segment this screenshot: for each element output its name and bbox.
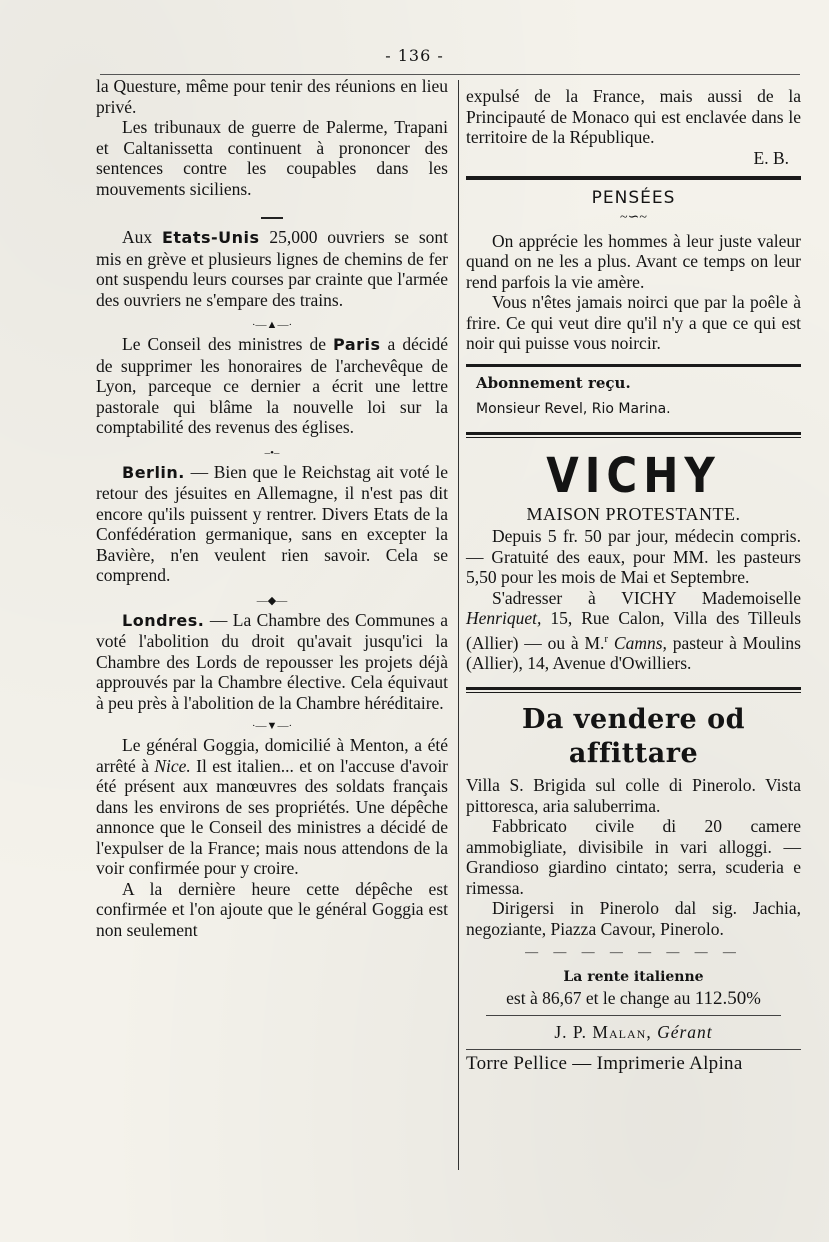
rente-text: est à 86,67 et le change au — [506, 987, 691, 1008]
section-rule — [466, 176, 801, 180]
item-heading: Londres. — [122, 610, 205, 630]
section-rule — [466, 432, 801, 438]
gerant-line — [466, 1022, 801, 1043]
news-item-londres — [96, 610, 448, 714]
item-place: Nice. — [154, 755, 191, 776]
item-body: Il est italien... et on l'accuse d'avoir été présent aux manœuvres des soldats français dans les environs de ses propriétés. Une dépêche annonce que le Conseil des ministres a décidé de l'expulser de la France; mais nous attendons de la voir confirmée pour y croire. — [96, 755, 449, 878]
abonnement-heading: Abonnement reçu. — [476, 373, 631, 392]
news-item-goggia — [96, 735, 448, 879]
article-paragraph: la Questure, même pour tenir des réunions en lieu privé. — [96, 76, 448, 117]
right-column — [466, 86, 801, 1074]
vichy-ad-subtitle: MAISON PROTESTANTE. — [526, 503, 741, 524]
section-rule — [466, 687, 801, 693]
abonnement-subscriber: Monsieur Revel, Rio Marina. — [476, 401, 671, 417]
gerant-role: Gérant — [657, 1022, 713, 1043]
ad-contact-name: Henriquet, — [466, 608, 542, 628]
section-ornament: ·—▲—· — [251, 319, 293, 331]
vichy-ad-contact — [466, 588, 801, 674]
sale-ad-text: Villa S. Brigida sul colle di Pinerolo. Vista pittoresca, aria saluberrima. — [466, 775, 801, 816]
news-item-berlin — [96, 462, 448, 586]
article-paragraph: Les tribunaux de guerre de Palerme, Trapani et Caltanissetta continuent à prononcer des sentences contre les coupables dans les mouvements siciliens. — [96, 117, 448, 199]
item-lead: Le Conseil des ministres de — [122, 334, 327, 354]
item-heading: Berlin. — [122, 462, 185, 482]
pensee: On apprécie les hommes à leur juste valeur quand on ne les a plus. Avant ce temps on leur rend parfois la vie amère. — [466, 230, 801, 292]
decorative-flourish: ~∽~ — [620, 209, 647, 225]
item-lead: Aux — [122, 227, 153, 247]
rente-change-value: 112.50 — [694, 987, 747, 1009]
sale-ad-text: Fabbricato civile di 20 camere ammobigliate, divisibile in vari alloggi. — Grandioso giardino cintato; serra, scuderia e rimessa. — [466, 816, 801, 898]
section-rule: — — — — — — — — — [525, 944, 742, 960]
left-column — [96, 76, 448, 940]
item-body: Le général Goggia, domicilié à Menton, a été arrêté à — [96, 735, 448, 776]
article-paragraph: expulsé de la France, mais aussi de la Principauté de Monaco qui est enclavée dans le territoire de la République. — [466, 86, 801, 147]
ad-text: 15, Rue Calon, Villa des Tilleuls (Allier) — ou à M. — [466, 608, 802, 653]
sale-ad-title: Da vendere od affittare — [521, 704, 746, 770]
gerant-name: J. P. Malan, — [554, 1022, 652, 1043]
item-body: 25,000 ouvriers se sont mis en grève et plusieurs lignes de chemins de fer ont suspendu leurs courses par crainte que l'armée des ouvriers ne s'empare des trains. — [96, 227, 448, 310]
rente-heading: La rente italienne — [563, 969, 704, 986]
vichy-ad-text: Depuis 5 fr. 50 par jour, médecin compris. — Gratuité des eaux, pour MM. les pasteurs 5,50 pour les mois de Mai et Septembre. — [466, 526, 801, 587]
news-item-etats-unis — [96, 227, 448, 310]
pensees-heading: PENSÉES — [591, 188, 676, 208]
header-rule — [100, 74, 800, 75]
pensee: Vous n'êtes jamais noirci que par la poêle à frire. Ce qui veut dire qu'il n'y a que ce qui est noir qui puisse vous noircir. — [466, 292, 801, 353]
section-rule — [486, 1015, 781, 1016]
ad-text: S'adresser à VICHY Mademoiselle — [492, 587, 801, 608]
section-rule — [466, 364, 801, 367]
item-body: — Bien que le Reichstag ait voté le retour des jésuites en Allemagne, il n'est pas dit encore qu'ils puissent y rentrer. Divers Etats de la Confédération germanique, sans en excepter la Bavière, n'en veulent rien savoir. Cela se comprend. — [96, 461, 449, 585]
ad-text: pasteur à Moulins (Allier), 14, Avenue d'Owilliers. — [466, 632, 801, 673]
rente-unit: % — [746, 987, 761, 1008]
item-body: a décidé de supprimer les honoraires de l'archevêque de Lyon, parceque ce dernier a écrit une lettre pastorale qui blâme la nouvelle loi sur la comptabilité des revenus des églises. — [96, 334, 448, 437]
article-paragraph: A la dernière heure cette dépêche est confirmée et l'on ajoute que le général Goggia est non seulement — [96, 878, 448, 940]
section-ornament: –•– — [264, 446, 280, 459]
section-ornament — [96, 211, 448, 225]
ad-superscript: r — [604, 632, 609, 645]
printer-imprint: Torre Pellice — Imprimerie Alpina — [466, 1052, 743, 1074]
vichy-ad-title: VICHY — [546, 446, 721, 504]
section-ornament: ·—▼—· — [251, 720, 293, 732]
item-body: — La Chambre des Communes a voté l'abolition du droit qu'avait jusqu'ici la Chambre des Lords de repousser les projets déjà approuvés par la Chambre élective. Cela équivaut à peu près à l'abolition de la Chambre héréditaire. — [96, 609, 448, 713]
signature: E. B. — [753, 147, 789, 168]
column-divider — [458, 80, 459, 1170]
item-heading: Etats-Unis — [161, 228, 260, 247]
page-number: - 136 - — [385, 46, 444, 65]
section-ornament: —◆— — [256, 594, 288, 607]
sale-ad-text: Dirigersi in Pinerolo dal sig. Jachia, negoziante, Piazza Cavour, Pinerolo. — [466, 898, 801, 939]
rente-line — [466, 988, 801, 1010]
ad-contact-name: Camns, — [613, 632, 667, 653]
news-item-paris — [96, 334, 448, 438]
section-rule — [466, 1049, 801, 1050]
item-heading: Paris — [333, 335, 381, 354]
